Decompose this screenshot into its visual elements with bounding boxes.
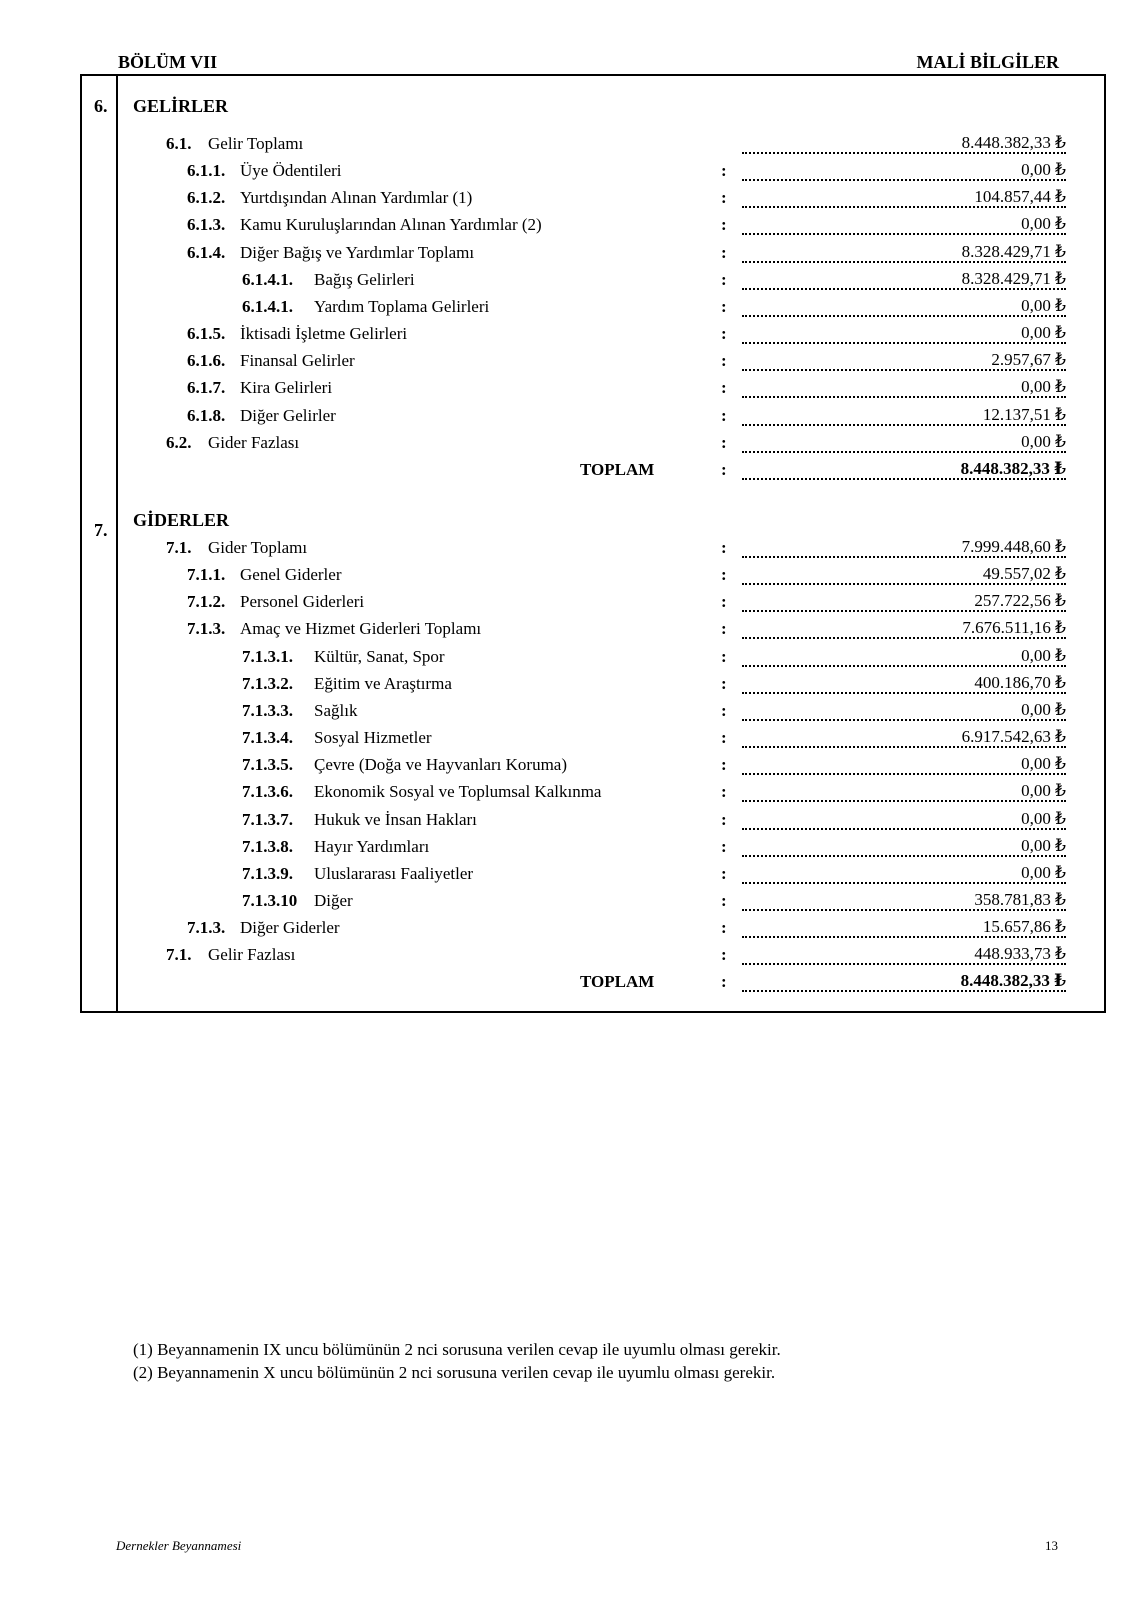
table-row [0, 351, 1131, 375]
row-number: 7.1.3.10 [242, 890, 298, 910]
row-colon: : [721, 918, 727, 938]
table-row [0, 134, 1131, 158]
row-label: Gelir Toplamı [208, 134, 304, 153]
row-label: Çevre (Doğa ve Hayvanları Koruma) [314, 755, 568, 775]
row-value: 0,00 ₺ [742, 297, 1066, 317]
section-title: MALİ BİLGİLER [916, 52, 1059, 72]
table-row [0, 378, 1131, 402]
section-label: BÖLÜM VII [118, 52, 218, 72]
row-number: 6.1.6. [187, 351, 226, 371]
table-row [0, 891, 1131, 915]
row-value: 448.933,73 ₺ [742, 945, 1066, 965]
table-row [0, 324, 1131, 348]
row-number: 7.1.3.5. [242, 755, 293, 775]
row-colon: : [721, 782, 727, 802]
total-label: TOPLAM [580, 459, 655, 479]
row-label: Yurtdışından Alınan Yardımlar (1) [240, 188, 473, 208]
row-value: 7.999.448,60 ₺ [742, 538, 1066, 558]
row-colon: : [721, 863, 727, 883]
row-value: 0,00 ₺ [742, 378, 1066, 398]
row-label: Gelir Fazlası [208, 945, 296, 965]
row-number: 6.1.4. [187, 242, 226, 262]
total-row [0, 460, 1131, 484]
row-colon: : [721, 459, 727, 479]
gelirler-number: 6. [94, 96, 108, 116]
row-number: 7.1.3.7. [242, 809, 293, 829]
row-colon: : [721, 324, 727, 344]
row-label: Gider Fazlası [208, 432, 300, 452]
row-label: Kira Gelirleri [240, 378, 333, 398]
row-number: 7.1. [166, 538, 192, 557]
table-row [0, 433, 1131, 457]
row-label: Yardım Toplama Gelirleri [314, 296, 490, 316]
row-label: Amaç ve Hizmet Giderleri Toplamı [240, 619, 482, 639]
row-colon: : [721, 755, 727, 775]
row-number: 7.1.3.3. [242, 700, 293, 720]
row-number: 6.1.5. [187, 324, 226, 344]
row-colon: : [721, 351, 727, 371]
giderler-title: GİDERLER [133, 510, 230, 530]
table-row [0, 188, 1131, 212]
row-value: 49.557,02 ₺ [742, 565, 1066, 585]
row-colon: : [721, 242, 727, 262]
row-label: İktisadi İşletme Gelirleri [240, 324, 408, 344]
table-row [0, 270, 1131, 294]
table-row [0, 406, 1131, 430]
row-value: 257.722,56 ₺ [742, 592, 1066, 612]
row-number: 6.1.2. [187, 188, 226, 208]
row-colon: : [721, 188, 727, 208]
row-colon: : [721, 728, 727, 748]
table-row [0, 161, 1131, 185]
row-label: Kültür, Sanat, Spor [314, 646, 445, 666]
table-row [0, 918, 1131, 942]
table-row [0, 565, 1131, 589]
row-label: Genel Giderler [240, 565, 342, 585]
row-value: 2.957,67 ₺ [742, 351, 1066, 371]
row-number: 6.1.3. [187, 215, 226, 235]
table-row [0, 215, 1131, 239]
row-label: Gider Toplamı [208, 538, 308, 557]
row-value: 0,00 ₺ [742, 161, 1066, 181]
row-value: 8.448.382,33 ₺ [742, 134, 1066, 154]
row-value: 12.137,51 ₺ [742, 406, 1066, 426]
row-number: 6.1.4.1. [242, 296, 293, 316]
row-value: 0,00 ₺ [742, 215, 1066, 235]
table-row [0, 538, 1131, 562]
row-colon: : [721, 836, 727, 856]
row-colon: : [721, 972, 727, 992]
table-row [0, 945, 1131, 969]
row-number: 7.1.3.2. [242, 673, 293, 693]
row-value: 0,00 ₺ [742, 864, 1066, 884]
row-value: 0,00 ₺ [742, 647, 1066, 667]
footnote-2: (2) Beyannamenin X uncu bölümünün 2 nci sorusuna verilen cevap ile uyumlu olması gerekir. [133, 1363, 776, 1382]
row-label: Sağlık [314, 700, 358, 720]
row-number: 7.1.3.8. [242, 836, 293, 856]
table-row [0, 243, 1131, 267]
row-colon: : [721, 592, 727, 612]
row-number: 6.1.1. [187, 161, 226, 181]
row-label: Bağış Gelirleri [314, 269, 415, 289]
total-value: 8.448.382,33 ₺ [742, 460, 1066, 480]
row-colon: : [721, 405, 727, 425]
table-row [0, 864, 1131, 888]
row-colon: : [721, 269, 727, 289]
row-label: Üye Ödentileri [240, 161, 342, 181]
row-label: Diğer Bağış ve Yardımlar Toplamı [240, 242, 475, 262]
row-colon: : [721, 296, 727, 316]
row-colon: : [721, 378, 727, 398]
page-number: 13 [1045, 1538, 1058, 1553]
giderler-number: 7. [94, 520, 108, 540]
row-value: 7.676.511,16 ₺ [742, 619, 1066, 639]
row-colon: : [721, 619, 727, 639]
row-value: 0,00 ₺ [742, 810, 1066, 830]
total-label: TOPLAM [580, 972, 655, 992]
table-row [0, 674, 1131, 698]
row-colon: : [721, 432, 727, 452]
row-label: Uluslararası Faaliyetler [314, 863, 474, 883]
total-row [0, 972, 1131, 996]
row-number: 7.1.3.6. [242, 782, 293, 802]
table-row [0, 297, 1131, 321]
row-colon: : [721, 215, 727, 235]
row-number: 7.1.3.1. [242, 646, 293, 666]
row-value: 8.328.429,71 ₺ [742, 243, 1066, 263]
row-label: Finansal Gelirler [240, 351, 355, 371]
row-number: 6.1.8. [187, 405, 226, 425]
row-value: 6.917.542,63 ₺ [742, 728, 1066, 748]
row-colon: : [721, 646, 727, 666]
row-value: 104.857,44 ₺ [742, 188, 1066, 208]
row-number: 7.1.3. [187, 918, 226, 938]
table-row [0, 592, 1131, 616]
row-colon: : [721, 673, 727, 693]
row-label: Diğer Giderler [240, 918, 340, 938]
row-number: 7.1.2. [187, 592, 226, 612]
table-row [0, 619, 1131, 643]
row-label: Diğer Gelirler [240, 405, 336, 425]
row-value: 15.657,86 ₺ [742, 918, 1066, 938]
row-label: Sosyal Hizmetler [314, 728, 432, 748]
row-colon: : [721, 161, 727, 181]
row-label: Hukuk ve İnsan Hakları [314, 809, 477, 829]
row-value: 0,00 ₺ [742, 782, 1066, 802]
row-value: 0,00 ₺ [742, 755, 1066, 775]
row-label: Personel Giderleri [240, 592, 365, 612]
row-number: 6.1. [166, 134, 192, 153]
table-row [0, 647, 1131, 671]
row-label: Kamu Kuruluşlarından Alınan Yardımlar (2) [240, 215, 542, 235]
row-colon: : [721, 890, 727, 910]
row-colon: : [721, 565, 727, 585]
row-colon: : [721, 809, 727, 829]
row-number: 7.1. [166, 945, 192, 965]
row-value: 400.186,70 ₺ [742, 674, 1066, 694]
row-label: Hayır Yardımları [314, 836, 430, 856]
table-row [0, 810, 1131, 834]
row-value: 0,00 ₺ [742, 324, 1066, 344]
row-label: Eğitim ve Araştırma [314, 673, 452, 693]
row-number: 6.1.4.1. [242, 269, 293, 289]
table-row [0, 837, 1131, 861]
row-number: 6.2. [166, 432, 192, 452]
table-row [0, 755, 1131, 779]
table-row [0, 701, 1131, 725]
row-number: 6.1.7. [187, 378, 226, 398]
row-value: 0,00 ₺ [742, 433, 1066, 453]
row-value: 8.328.429,71 ₺ [742, 270, 1066, 290]
gelirler-title: GELİRLER [133, 96, 229, 116]
row-value: 0,00 ₺ [742, 701, 1066, 721]
row-value: 0,00 ₺ [742, 837, 1066, 857]
row-number: 7.1.3. [187, 619, 226, 639]
total-value: 8.448.382,33 ₺ [742, 972, 1066, 992]
row-label: Ekonomik Sosyal ve Toplumsal Kalkınma [314, 782, 602, 802]
document-name: Dernekler Beyannamesi [116, 1538, 242, 1553]
row-number: 7.1.3.4. [242, 728, 293, 748]
footnote-1: (1) Beyannamenin IX uncu bölümünün 2 nci sorusuna verilen cevap ile uyumlu olması gerekir. [133, 1340, 781, 1359]
row-number: 7.1.1. [187, 565, 226, 585]
row-label: Diğer [314, 890, 353, 910]
table-row [0, 782, 1131, 806]
table-row [0, 728, 1131, 752]
row-colon: : [721, 700, 727, 720]
row-value: 358.781,83 ₺ [742, 891, 1066, 911]
row-colon: : [721, 538, 727, 557]
row-number: 7.1.3.9. [242, 863, 293, 883]
row-colon: : [721, 945, 727, 965]
